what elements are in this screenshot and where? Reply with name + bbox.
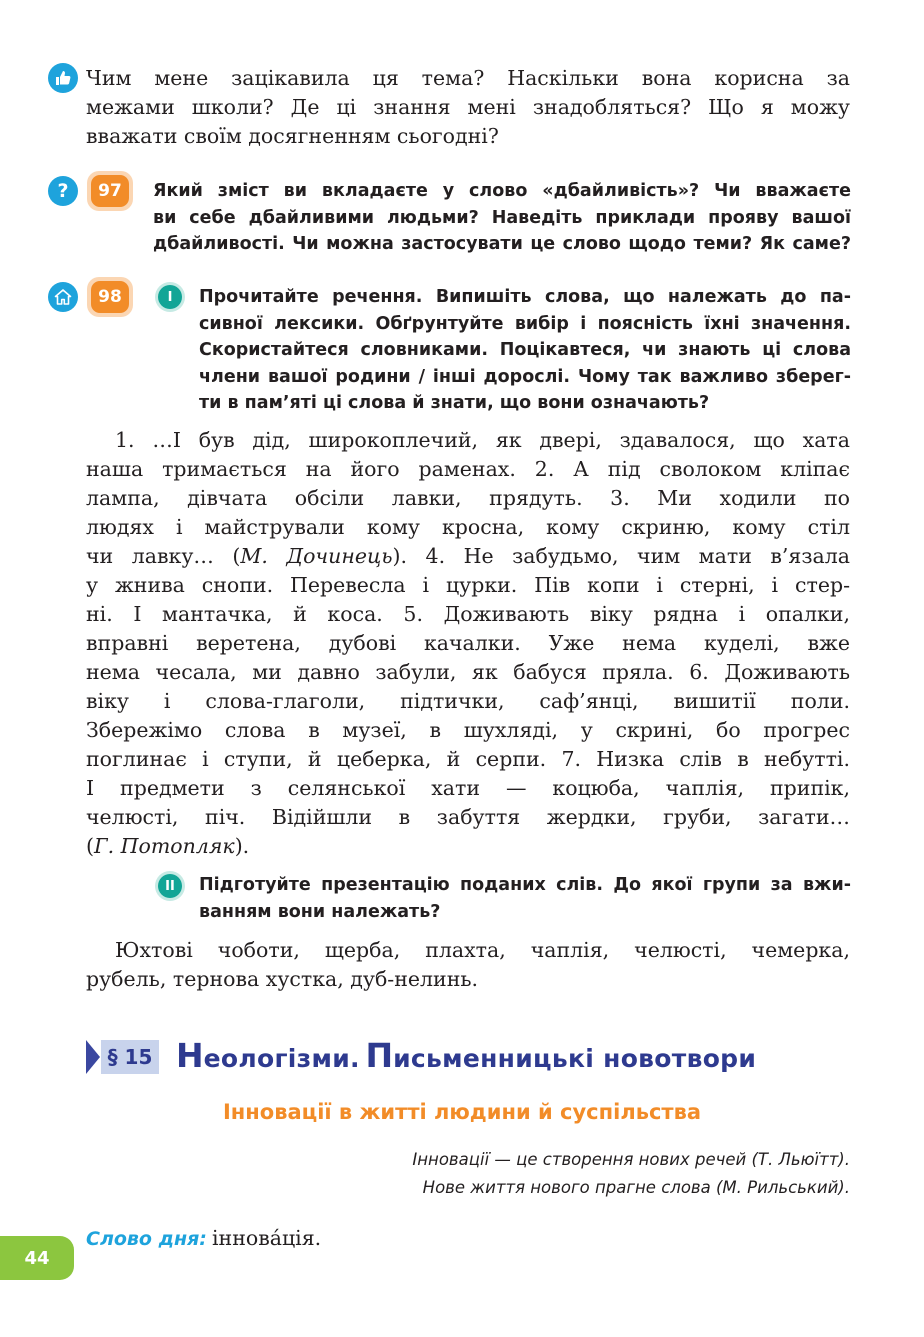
task-line: дбайливості. Чи можна застосувати це слово щодо теми? Як саме?	[153, 234, 851, 254]
exercise-line: наша тримається на його раменах. 2. А під сволоком кліпає	[86, 457, 850, 481]
part-two-label: II	[158, 874, 182, 898]
task-line: ванням вони належать?	[199, 901, 441, 922]
exercise-line: лампа, дівчата обсіли лавки, прядуть. 3. Ми ходили по	[86, 486, 850, 510]
section-title	[176, 1036, 756, 1075]
epigraph-line: Нове життя нового прагне слова (М. Рильський).	[422, 1178, 850, 1197]
title-rest: еологізми.	[203, 1044, 360, 1073]
task-98-part1-text	[199, 284, 851, 417]
exercise-line: людях і майстрували кому кросна, кому скриню, кому стіл	[86, 515, 850, 539]
task-97-text	[153, 178, 851, 258]
exercise-line: Збережімо слова в музеї, в шухляді, у скрині, бо прогрес	[86, 718, 850, 742]
task-line: Прочитайте речення. Випишіть слова, що належать до па-	[199, 287, 851, 307]
exercise-line: 1. …І був дід, широкоплечий, як двері, здавалося, що хата	[115, 428, 850, 452]
exercise-line: віку і слова-глаголи, підтички, саф’янці, вишитії поли.	[86, 689, 850, 713]
exercise-line: челюсті, піч. Відійшли в забуття жердки, груби, загати…	[86, 805, 850, 829]
task-line: ви себе дбайливими людьми? Наведіть приклади прояву вашої	[153, 207, 851, 228]
task-line: ти в пам’яті ці слова й знати, що вони означають?	[199, 393, 710, 413]
word-of-day	[86, 1226, 321, 1250]
epigraph-line: Інновації — це створення нових речей (Т. Льюїтт).	[412, 1150, 850, 1169]
words-list	[86, 936, 850, 994]
author-name: М. Дочинець	[240, 544, 393, 568]
exercise-line: ні. І мантачка, й коса. 5. Доживають віку рядна і опалки,	[86, 602, 850, 626]
task-number: 97	[91, 175, 129, 207]
reflection-text	[86, 64, 850, 151]
exercise-line: вправні веретена, дубові качалки. Уже нема куделі, вже	[86, 631, 850, 655]
exercise-text	[86, 426, 850, 861]
chevron-right-icon	[86, 1040, 100, 1074]
task-number: 98	[91, 281, 129, 313]
home-icon	[48, 282, 78, 312]
section-number-badge	[86, 1040, 160, 1074]
task-line: Який зміст ви вкладаєте у слово «дбайливість»? Чи вважаєте	[153, 181, 851, 201]
reflection-line: вважати своїм досягненням сьогодні?	[86, 124, 499, 148]
part-two-badge	[155, 871, 185, 901]
section-number: § 15	[101, 1040, 159, 1074]
part-one-badge	[155, 282, 185, 312]
title-initial: Н	[176, 1036, 204, 1075]
reflection-line: межами школи? Де ці знання мені знадобляться? Що я можу	[86, 95, 850, 119]
page-number: 44	[0, 1236, 74, 1280]
part-one-label: I	[158, 285, 182, 309]
question-icon: ?	[48, 176, 78, 206]
author-name: Г. Потопляк	[94, 834, 235, 858]
task-line: Скористайтеся словниками. Поцікавтеся, чи знають ці слова	[199, 340, 851, 360]
task-line: Підготуйте презентацію поданих слів. До якої групи за вжи-	[199, 875, 851, 895]
exercise-line: поглинає і ступи, й цеберка, й серпи. 7. Низка слів в небутті.	[86, 747, 850, 771]
task-number-badge	[87, 171, 133, 211]
exercise-line	[86, 832, 850, 861]
word-of-day-value: іннова́ція.	[211, 1226, 322, 1250]
exercise-fragment: ). 4. Не забудьмо, чим мати в’язала	[392, 544, 851, 568]
title-rest: исьменницькі новотвори	[393, 1044, 757, 1073]
exercise-fragment: чи лавку… (	[86, 544, 241, 568]
exercise-fragment: (	[86, 834, 94, 858]
task-line: сивної лексики. Обґрунтуйте вибір і поясність їхні значення.	[199, 313, 851, 334]
thumbs-up-icon	[48, 63, 78, 93]
exercise-line: у жнива снопи. Перевесла і цурки. Пів копи і стерні, і стер-	[86, 573, 850, 597]
exercise-line: І предмети з селянської хати — коцюба, чаплія, припік,	[86, 776, 850, 800]
words-line: Юхтові чоботи, щерба, плахта, чаплія, челюсті, чемерка,	[115, 938, 850, 962]
section-subtitle: Інновації в житті людини й суспільства	[222, 1100, 702, 1124]
exercise-line	[86, 542, 850, 571]
task-line: члени вашої родини / інші дорослі. Чому так важливо зберег-	[199, 366, 851, 387]
task-number-badge	[87, 277, 133, 317]
task-98-part2-text	[199, 872, 851, 925]
title-initial: П	[365, 1036, 394, 1075]
exercise-line: нема чесала, ми давно забули, як бабуся пряла. 6. Доживають	[86, 660, 850, 684]
words-line: рубель, тернова хустка, дуб-нелинь.	[86, 967, 479, 991]
word-of-day-label: Слово дня:	[86, 1228, 207, 1250]
exercise-fragment: ).	[234, 834, 250, 858]
reflection-line: Чим мене зацікавила ця тема? Наскільки вона корисна за	[86, 66, 850, 90]
